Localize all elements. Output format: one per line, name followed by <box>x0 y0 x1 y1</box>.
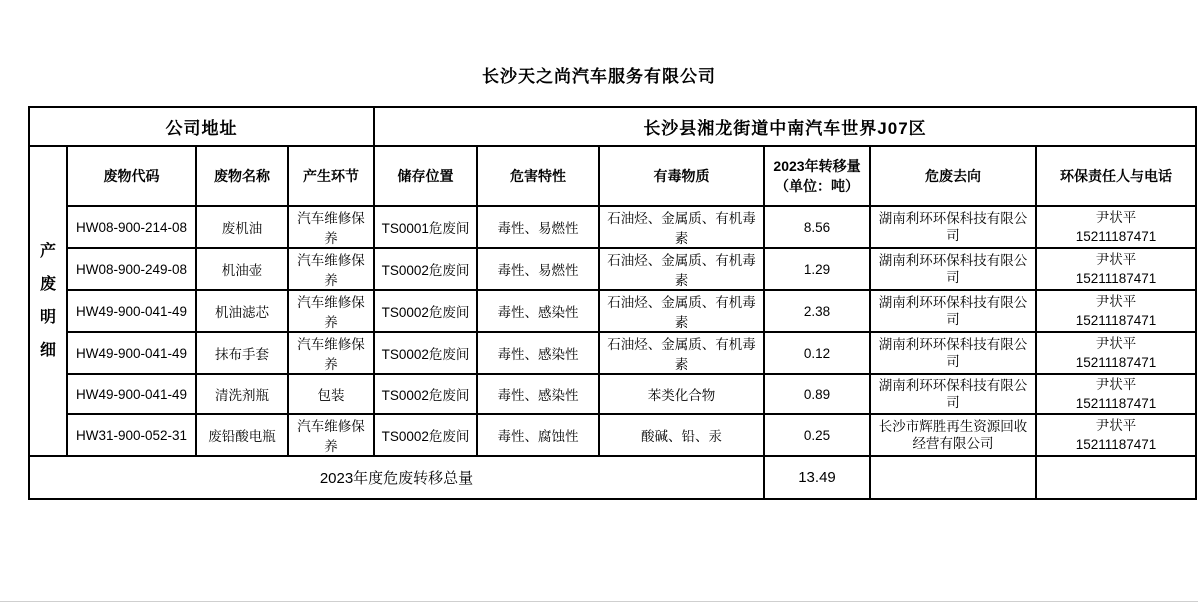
total-label: 2023年度危废转移总量 <box>29 456 764 499</box>
page-bottom-divider <box>0 601 1198 602</box>
cell-waste-destination: 长沙市辉胜再生资源回收经营有限公司 <box>870 414 1036 456</box>
cell-transfer-amount: 1.29 <box>764 248 870 290</box>
side-label-char: 细 <box>39 342 56 359</box>
cell-toxic-substance: 苯类化合物 <box>599 374 764 414</box>
cell-storage-location: TS0002危废间 <box>374 414 477 456</box>
header-toxic-substance: 有毒物质 <box>599 146 764 206</box>
contact-phone: 15211187471 <box>1075 396 1157 411</box>
total-amount: 13.49 <box>764 456 870 499</box>
contact-name: 尹状平 <box>1095 210 1137 225</box>
contact-name: 尹状平 <box>1095 252 1137 267</box>
contact-phone: 15211187471 <box>1075 313 1157 328</box>
cell-waste-code: HW49-900-041-49 <box>67 374 196 414</box>
cell-env-contact <box>1036 290 1196 332</box>
cell-generation-stage: 汽车维修保养 <box>288 290 374 332</box>
side-label-char: 废 <box>39 276 56 293</box>
header-waste-destination: 危废去向 <box>870 146 1036 206</box>
cell-waste-name: 废铅酸电瓶 <box>196 414 288 456</box>
header-storage-location: 储存位置 <box>374 146 477 206</box>
cell-waste-destination: 湖南利环环保科技有限公司 <box>870 332 1036 374</box>
cell-storage-location: TS0002危废间 <box>374 290 477 332</box>
cell-generation-stage: 汽车维修保养 <box>288 332 374 374</box>
cell-toxic-substance: 石油烃、金属质、有机毒素 <box>599 290 764 332</box>
table-row <box>29 290 1196 332</box>
cell-waste-code: HW31-900-052-31 <box>67 414 196 456</box>
cell-waste-destination: 湖南利环环保科技有限公司 <box>870 206 1036 248</box>
cell-toxic-substance: 石油烃、金属质、有机毒素 <box>599 332 764 374</box>
company-address-value: 长沙县湘龙街道中南汽车世界J07区 <box>374 107 1196 146</box>
table-row <box>29 414 1196 456</box>
table-row <box>29 248 1196 290</box>
cell-toxic-substance: 石油烃、金属质、有机毒素 <box>599 248 764 290</box>
cell-generation-stage: 汽车维修保养 <box>288 248 374 290</box>
cell-toxic-substance: 石油烃、金属质、有机毒素 <box>599 206 764 248</box>
contact-phone: 15211187471 <box>1075 229 1157 244</box>
cell-transfer-amount: 8.56 <box>764 206 870 248</box>
cell-waste-name: 清洗剂瓶 <box>196 374 288 414</box>
company-address-row <box>29 107 1196 146</box>
cell-waste-destination: 湖南利环环保科技有限公司 <box>870 248 1036 290</box>
cell-waste-name: 机油滤芯 <box>196 290 288 332</box>
contact-phone: 15211187471 <box>1075 437 1157 452</box>
cell-storage-location: TS0001危废间 <box>374 206 477 248</box>
cell-storage-location: TS0002危废间 <box>374 332 477 374</box>
table-header-row <box>29 146 1196 206</box>
contact-name: 尹状平 <box>1095 336 1137 351</box>
contact-phone: 15211187471 <box>1075 271 1157 286</box>
side-label-char: 产 <box>39 243 56 260</box>
cell-waste-name: 抹布手套 <box>196 332 288 374</box>
header-transfer-amount-line2: （单位：吨） <box>775 178 859 194</box>
contact-name: 尹状平 <box>1095 377 1137 392</box>
cell-waste-destination: 湖南利环环保科技有限公司 <box>870 374 1036 414</box>
cell-hazard-property: 毒性、感染性 <box>477 374 599 414</box>
header-waste-code: 废物代码 <box>67 146 196 206</box>
header-hazard-property: 危害特性 <box>477 146 599 206</box>
cell-generation-stage: 汽车维修保养 <box>288 206 374 248</box>
hazardous-waste-table <box>28 106 1197 500</box>
cell-hazard-property: 毒性、腐蚀性 <box>477 414 599 456</box>
header-env-contact: 环保责任人与电话 <box>1036 146 1196 206</box>
cell-waste-code: HW49-900-041-49 <box>67 332 196 374</box>
header-transfer-amount-line1: 2023年转移量 <box>773 158 861 174</box>
contact-phone: 15211187471 <box>1075 355 1157 370</box>
cell-waste-name: 废机油 <box>196 206 288 248</box>
cell-storage-location: TS0002危废间 <box>374 248 477 290</box>
table-row <box>29 332 1196 374</box>
cell-transfer-amount: 2.38 <box>764 290 870 332</box>
contact-name: 尹状平 <box>1095 294 1137 309</box>
cell-env-contact <box>1036 248 1196 290</box>
cell-env-contact <box>1036 414 1196 456</box>
cell-hazard-property: 毒性、感染性 <box>477 290 599 332</box>
side-label-char: 明 <box>39 309 56 326</box>
cell-hazard-property: 毒性、易燃性 <box>477 206 599 248</box>
header-generation-stage: 产生环节 <box>288 146 374 206</box>
cell-transfer-amount: 0.12 <box>764 332 870 374</box>
page-title: 长沙天之尚汽车服务有限公司 <box>482 67 716 86</box>
cell-transfer-amount: 0.25 <box>764 414 870 456</box>
cell-toxic-substance: 酸碱、铅、汞 <box>599 414 764 456</box>
cell-hazard-property: 毒性、易燃性 <box>477 248 599 290</box>
table-row <box>29 374 1196 414</box>
cell-hazard-property: 毒性、感染性 <box>477 332 599 374</box>
cell-storage-location: TS0002危废间 <box>374 374 477 414</box>
cell-waste-code: HW08-900-249-08 <box>67 248 196 290</box>
empty-cell <box>1036 456 1196 499</box>
table-row <box>29 206 1196 248</box>
company-address-label: 公司地址 <box>29 107 374 146</box>
cell-env-contact <box>1036 206 1196 248</box>
header-transfer-amount <box>764 146 870 206</box>
cell-waste-code: HW49-900-041-49 <box>67 290 196 332</box>
cell-generation-stage: 包装 <box>288 374 374 414</box>
side-label-waste-detail <box>29 146 67 456</box>
contact-name: 尹状平 <box>1095 418 1137 433</box>
cell-waste-destination: 湖南利环环保科技有限公司 <box>870 290 1036 332</box>
cell-env-contact <box>1036 374 1196 414</box>
cell-env-contact <box>1036 332 1196 374</box>
cell-transfer-amount: 0.89 <box>764 374 870 414</box>
empty-cell <box>870 456 1036 499</box>
cell-generation-stage: 汽车维修保养 <box>288 414 374 456</box>
header-waste-name: 废物名称 <box>196 146 288 206</box>
total-row <box>29 456 1196 499</box>
cell-waste-name: 机油壶 <box>196 248 288 290</box>
cell-waste-code: HW08-900-214-08 <box>67 206 196 248</box>
